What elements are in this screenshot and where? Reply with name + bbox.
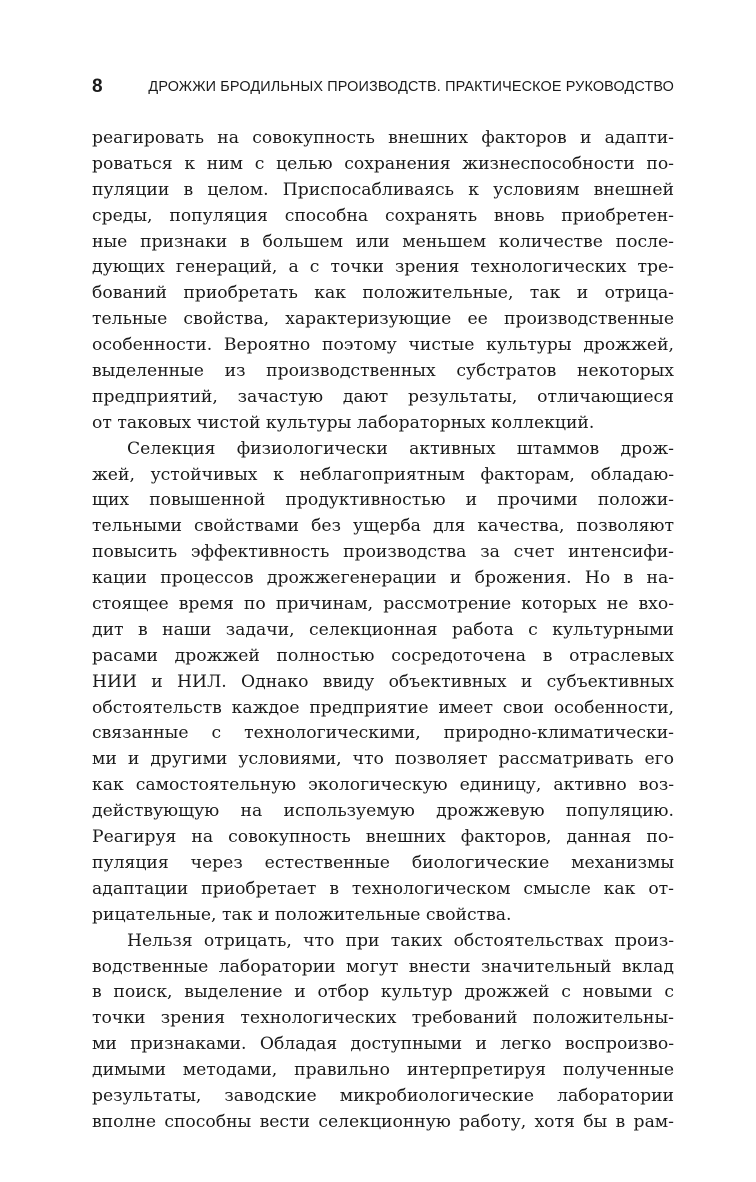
- text-line: точки зрения технологических требований положительны-: [92, 1008, 674, 1029]
- text-line: Нельзя отрицать, что при таких обстоятельствах произ-: [127, 930, 674, 951]
- text-line: действующую на используемую дрожжевую популяцию.: [92, 801, 674, 822]
- text-line: реагировать на совокупность внешних факторов и адапти-: [92, 128, 674, 148]
- text-line: расами дрожжей полностью сосредоточена в отраслевых: [92, 645, 674, 666]
- text-line: ми и другими условиями, что позволяет рассматривать его: [92, 749, 674, 770]
- text-line: стоящее время по причинам, рассмотрение которых не вхо-: [92, 594, 674, 615]
- text-line: дит в наши задачи, селекционная работа с культурными: [92, 619, 674, 640]
- text-line: Реагируя на совокупность внешних факторов, данная по-: [92, 827, 674, 848]
- page-header: [92, 74, 674, 100]
- text-line: ные признаки в большем или меньшем количестве после-: [92, 231, 674, 252]
- body-text: [92, 126, 674, 1136]
- text-line: пуляции в целом. Приспосабливаясь к условиям внешней: [92, 179, 674, 200]
- text-line: результаты, заводские микробиологические лаборатории: [92, 1085, 674, 1106]
- text-line: повысить эффективность производства за счет интенсифи-: [92, 542, 674, 563]
- text-line: жей, устойчивых к неблагоприятным факторам, обладаю-: [92, 464, 674, 485]
- text-line: рицательные, так и положительные свойства.: [92, 904, 512, 925]
- paragraph: [92, 929, 674, 1136]
- text-line: как самостоятельную экологическую единицу, активно воз-: [92, 775, 674, 796]
- running-title: ДРОЖЖИ БРОДИЛЬНЫХ ПРОИЗВОДСТВ. ПРАКТИЧЕСКОЕ РУКОВОДСТВО: [148, 79, 674, 95]
- text-line: бований приобретать как положительные, так и отрица-: [92, 283, 674, 304]
- text-line: кации процессов дрожжегенерации и брожения. Но в на-: [92, 568, 674, 589]
- text-line: среды, популяция способна сохранять вновь приобретен-: [92, 205, 674, 226]
- paragraph: [92, 437, 674, 929]
- text-line: Селекция физиологически активных штаммов дрож-: [127, 438, 674, 459]
- text-line: предприятий, зачастую дают результаты, отличающиеся: [92, 386, 674, 407]
- text-line: димыми методами, правильно интерпретируя полученные: [92, 1060, 674, 1081]
- text-line: адаптации приобретает в технологическом смысле как от-: [92, 878, 674, 899]
- text-line: водственные лаборатории могут внести значительный вклад: [92, 956, 674, 977]
- page-number: 8: [92, 76, 103, 97]
- text-line: дующих генераций, а с точки зрения технологических тре-: [92, 257, 674, 278]
- text-line: ми признаками. Обладая доступными и легко воспроизво-: [92, 1034, 674, 1055]
- text-line: обстоятельств каждое предприятие имеет свои особенности,: [92, 697, 674, 718]
- text-line: роваться к ним с целью сохранения жизнеспособности по-: [92, 153, 674, 174]
- text-line: в поиск, выделение и отбор культур дрожжей с новыми с: [92, 982, 674, 1003]
- text-line: выделенные из производственных субстратов некоторых: [92, 361, 674, 382]
- text-line: от таковых чистой культуры лабораторных коллекций.: [92, 412, 595, 433]
- text-line: НИИ и НИЛ. Однако ввиду объективных и субъективных: [92, 671, 674, 692]
- text-line: пуляция через естественные биологические механизмы: [92, 852, 674, 873]
- paragraph: [92, 126, 674, 437]
- text-line: связанные с технологическими, природно-климатически-: [92, 723, 674, 744]
- text-line: особенности. Вероятно поэтому чистые культуры дрожжей,: [92, 335, 674, 356]
- text-line: вполне способны вести селекционную работу, хотя бы в рам-: [92, 1111, 674, 1132]
- text-line: тельные свойства, характеризующие ее производственные: [92, 309, 674, 330]
- text-line: щих повышенной продуктивностью и прочими положи-: [92, 490, 674, 511]
- text-line: тельными свойствами без ущерба для качества, позволяют: [92, 516, 674, 537]
